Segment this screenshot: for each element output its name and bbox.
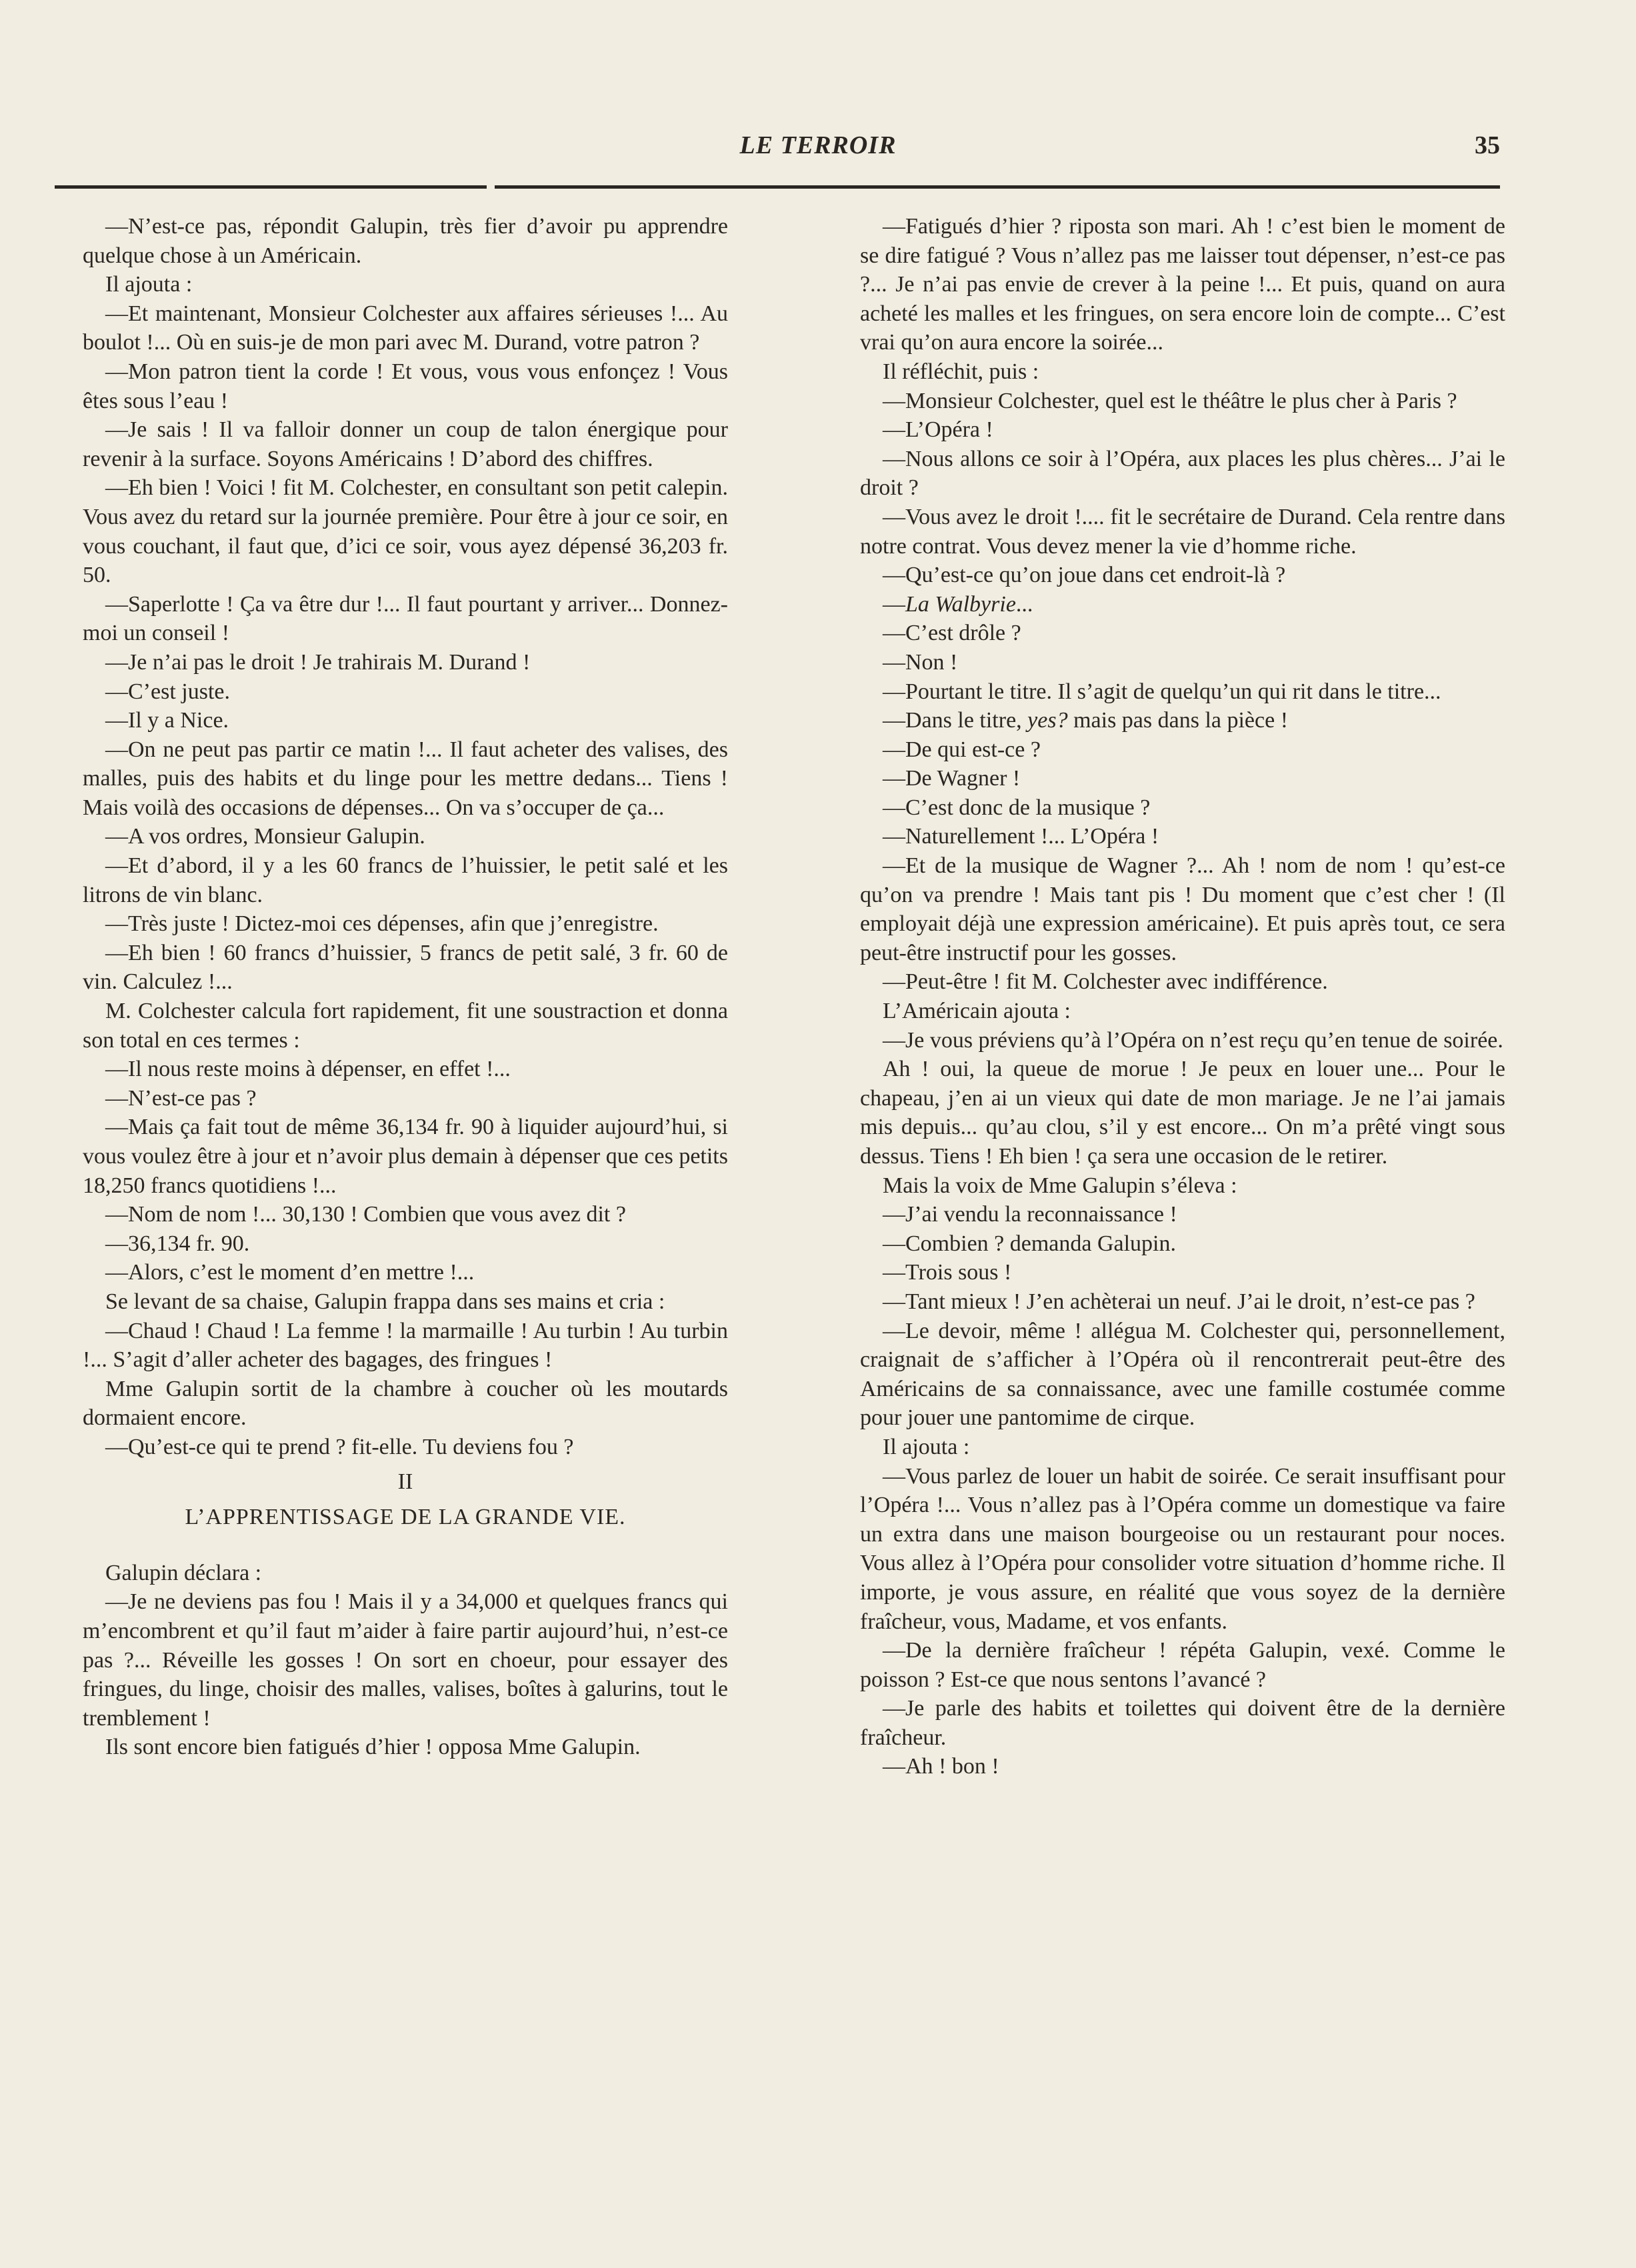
paragraph: —On ne peut pas partir ce matin !... Il faut acheter des valises, des malles, puis des habits et du linge pour les mettre dedans... Tiens ! Mais voilà des occasions de dépenses... On va s’occuper de ça...: [83, 737, 728, 820]
page-header: [0, 0, 1636, 200]
paragraph: —Et maintenant, Monsieur Colchester aux affaires sérieuses !... Au boulot !... Où en suis-je de mon pari avec M. Durand, votre patron ?: [83, 301, 728, 355]
paragraph: —Fatigués d’hier ? riposta son mari. Ah ! c’est bien le moment de se dire fatigué ? Vous n’allez pas me laisser tout dépenser, n’est-ce pas ?... Je n’ai pas envie de crever à la peine !... Et puis, quand on aura acheté les malles et les fringues, on sera encore loin de compte... C’est vrai qu’on aura encore la soirée...: [860, 214, 1505, 355]
yes-paragraph: [860, 706, 1505, 735]
right-column: [860, 212, 1505, 1781]
paragraph: —N’est-ce pas ?: [105, 1085, 257, 1111]
left-paragraphs: [83, 212, 728, 1462]
paragraph: —Naturellement !... L’Opéra !: [883, 824, 1159, 849]
left-paragraphs-after-chapter: [83, 1559, 728, 1762]
paragraph: —Je sais ! Il va falloir donner un coup de talon énergique pour revenir à la surface. Soyons Américains ! D’abord des chiffres.: [83, 417, 728, 471]
paragraph: —C’est drôle ?: [883, 621, 1021, 646]
paragraph: —Combien ? demanda Galupin.: [883, 1231, 1177, 1256]
paragraph: —L’Opéra !: [883, 417, 993, 443]
paragraph: —Il nous reste moins à dépenser, en effet !...: [105, 1057, 511, 1082]
paragraph: —Mon patron tient la corde ! Et vous, vous vous enfonçez ! Vous êtes sous l’eau !: [83, 359, 728, 413]
paragraph: —A vos ordres, Monsieur Galupin.: [105, 824, 425, 849]
paragraph: —N’est-ce pas, répondit Galupin, très fier d’avoir pu apprendre quelque chose à un Américain.: [83, 214, 728, 268]
walbyrie-dash: —: [883, 591, 905, 617]
paragraph: —Monsieur Colchester, quel est le théâtre le plus cher à Paris ?: [883, 388, 1457, 413]
walbyrie-paragraph: [860, 590, 1505, 619]
paragraph: Il réfléchit, puis :: [883, 359, 1039, 384]
paragraph: —Peut-être ! fit M. Colchester avec indifférence.: [883, 969, 1328, 995]
paragraph: Mme Galupin sortit de la chambre à coucher où les moutards dormaient encore.: [83, 1376, 728, 1431]
paragraph: —De qui est-ce ?: [883, 737, 1041, 762]
paragraph: —De Wagner !: [883, 766, 1021, 791]
paragraph: —Qu’est-ce qu’on joue dans cet endroit-là ?: [883, 563, 1286, 588]
paragraph: —Mais ça fait tout de même 36,134 fr. 90 à liquider aujourd’hui, si vous voulez être à jour et n’avoir plus demain à dépenser que ces petits 18,250 francs quotidiens !...: [83, 1115, 728, 1198]
right-paragraphs-1: [860, 212, 1505, 590]
paragraph: —Je n’ai pas le droit ! Je trahirais M. Durand !: [105, 649, 531, 675]
paragraph: M. Colchester calcula fort rapidement, fit une soustraction et donna son total en ces termes :: [83, 999, 728, 1053]
paragraph: —Et de la musique de Wagner ?... Ah ! nom de nom ! qu’est-ce qu’on va prendre ! Mais tant pis ! Du moment que c’est cher ! (Il employait déjà une expression américaine). Et puis après tout, ce sera peut-être instructif pour les gosses.: [860, 853, 1505, 965]
paragraph: —Et d’abord, il y a les 60 francs de l’huissier, le petit salé et les litrons de vin blanc.: [83, 853, 728, 907]
paragraph: Mais la voix de Mme Galupin s’éleva :: [883, 1173, 1237, 1198]
paragraph: —Vous avez le droit !.... fit le secrétaire de Durand. Cela rentre dans notre contrat. Vous devez mener la vie d’homme riche.: [860, 504, 1505, 559]
yes-after: mais pas dans la pièce !: [1067, 708, 1289, 733]
paragraph: Galupin déclara :: [105, 1560, 262, 1585]
paragraph: —Ah ! bon !: [883, 1754, 999, 1779]
header-rule-left: [55, 185, 487, 189]
paragraph: —Eh bien ! 60 francs d’huissier, 5 francs de petit salé, 3 fr. 60 de vin. Calculez !...: [83, 940, 728, 995]
paragraph: Ah ! oui, la queue de morue ! Je peux en louer une... Pour le chapeau, j’en ai un vieux qui date de mon mariage. Je ne l’ai jamais mis depuis... qu’au clou, s’il y est encore... On m’a prêté vingt sous dessus. Tiens ! Eh bien ! ça sera une occasion de le retirer.: [860, 1057, 1505, 1169]
header-rule-right: [495, 185, 1500, 189]
yes-before: —Dans le titre,: [883, 708, 1028, 733]
paragraph: —Je parle des habits et toilettes qui doivent être de la dernière fraîcheur.: [860, 1696, 1505, 1750]
chapter-number: II: [397, 1469, 413, 1494]
paragraph: —Nous allons ce soir à l’Opéra, aux places les plus chères... J’ai le droit ?: [860, 446, 1505, 501]
paragraph: —Trois sous !: [883, 1260, 1012, 1285]
paragraph: L’Américain ajouta :: [883, 999, 1071, 1024]
paragraph: —36,134 fr. 90.: [105, 1231, 250, 1256]
walbyrie-title: La Walbyrie: [905, 591, 1016, 617]
right-paragraphs-2: [860, 619, 1505, 706]
page-number: 35: [1475, 131, 1500, 159]
paragraph: —Je ne deviens pas fou ! Mais il y a 34,000 et quelques francs qui m’encombrent et qu’il faut m’aider à faire partir aujourd’hui, n’est-ce pas ?... Réveille les gosses ! On sort en choeur, pour essayer des fringues, du linge, choisir des malles, valises, boîtes à galurins, tout le tremblement !: [83, 1589, 728, 1731]
paragraph: —Qu’est-ce qui te prend ? fit-elle. Tu deviens fou ?: [105, 1434, 574, 1459]
paragraph: —Le devoir, même ! allégua M. Colchester qui, personnellement, craignait de s’afficher à l’Opéra où il rencontrerait peut-être des Américains de sa connaissance, avec une famille costumée comme pour jouer une pantomime de cirque.: [860, 1318, 1505, 1431]
yes-word: yes?: [1027, 708, 1068, 733]
running-title: LE TERROIR: [739, 131, 897, 159]
left-column: [83, 212, 728, 1762]
right-paragraphs-3: [860, 735, 1505, 1781]
paragraph: Ils sont encore bien fatigués d’hier ! opposa Mme Galupin.: [105, 1735, 641, 1760]
paragraph: —J’ai vendu la reconnaissance !: [883, 1202, 1177, 1227]
paragraph: —Je vous préviens qu’à l’Opéra on n’est reçu qu’en tenue de soirée.: [883, 1027, 1503, 1053]
paragraph: —Pourtant le titre. Il s’agit de quelqu’un qui rit dans le titre...: [883, 679, 1441, 704]
paragraph: —Il y a Nice.: [105, 708, 229, 733]
paragraph: —De la dernière fraîcheur ! répéta Galupin, vexé. Comme le poisson ? Est-ce que nous sentons l’avancé ?: [860, 1638, 1505, 1692]
chapter-title: L’APPRENTISSAGE DE LA GRANDE VIE.: [185, 1505, 626, 1530]
paragraph: —C’est juste.: [105, 679, 230, 704]
paragraph: —Tant mieux ! J’en achèterai un neuf. J’ai le droit, n’est-ce pas ?: [883, 1289, 1475, 1314]
paragraph: —C’est donc de la musique ?: [883, 795, 1151, 820]
paragraph: —Très juste ! Dictez-moi ces dépenses, afin que j’enregistre.: [105, 911, 659, 937]
paragraph: —Chaud ! Chaud ! La femme ! la marmaille ! Au turbin ! Au turbin !... S’agit d’aller acheter des bagages, des fringues !: [83, 1318, 728, 1373]
paragraph: —Non !: [883, 649, 958, 675]
paragraph: —Alors, c’est le moment d’en mettre !...: [105, 1260, 475, 1285]
paragraph: Il ajouta :: [883, 1434, 970, 1459]
paragraph: —Eh bien ! Voici ! fit M. Colchester, en consultant son petit calepin. Vous avez du retard sur la journée première. Pour être à jour ce soir, en vous couchant, il faut que, d’ici ce soir, vous ayez dépensé 36,203 fr. 50.: [83, 475, 728, 588]
paragraph: Se levant de sa chaise, Galupin frappa dans ses mains et cria :: [105, 1289, 665, 1314]
paragraph: —Nom de nom !... 30,130 ! Combien que vous avez dit ?: [105, 1202, 626, 1227]
paragraph: —Saperlotte ! Ça va être dur !... Il faut pourtant y arriver... Donnez-moi un conseil !: [83, 591, 728, 646]
paragraph: —Vous parlez de louer un habit de soirée. Ce serait insuffisant pour l’Opéra !... Vous n’allez pas à l’Opéra comme un domestique va faire un extra dans une maison bourgeoise ou un restaurant pour noces. Vous allez à l’Opéra pour consolider votre situation d’homme riche. Il importe, je vous assure, en réalité que vous soyez de la dernière fraîcheur, vous, Madame, et vos enfants.: [860, 1463, 1505, 1634]
paragraph: Il ajouta :: [105, 272, 193, 297]
walbyrie-ellipsis: ...: [1015, 591, 1033, 617]
